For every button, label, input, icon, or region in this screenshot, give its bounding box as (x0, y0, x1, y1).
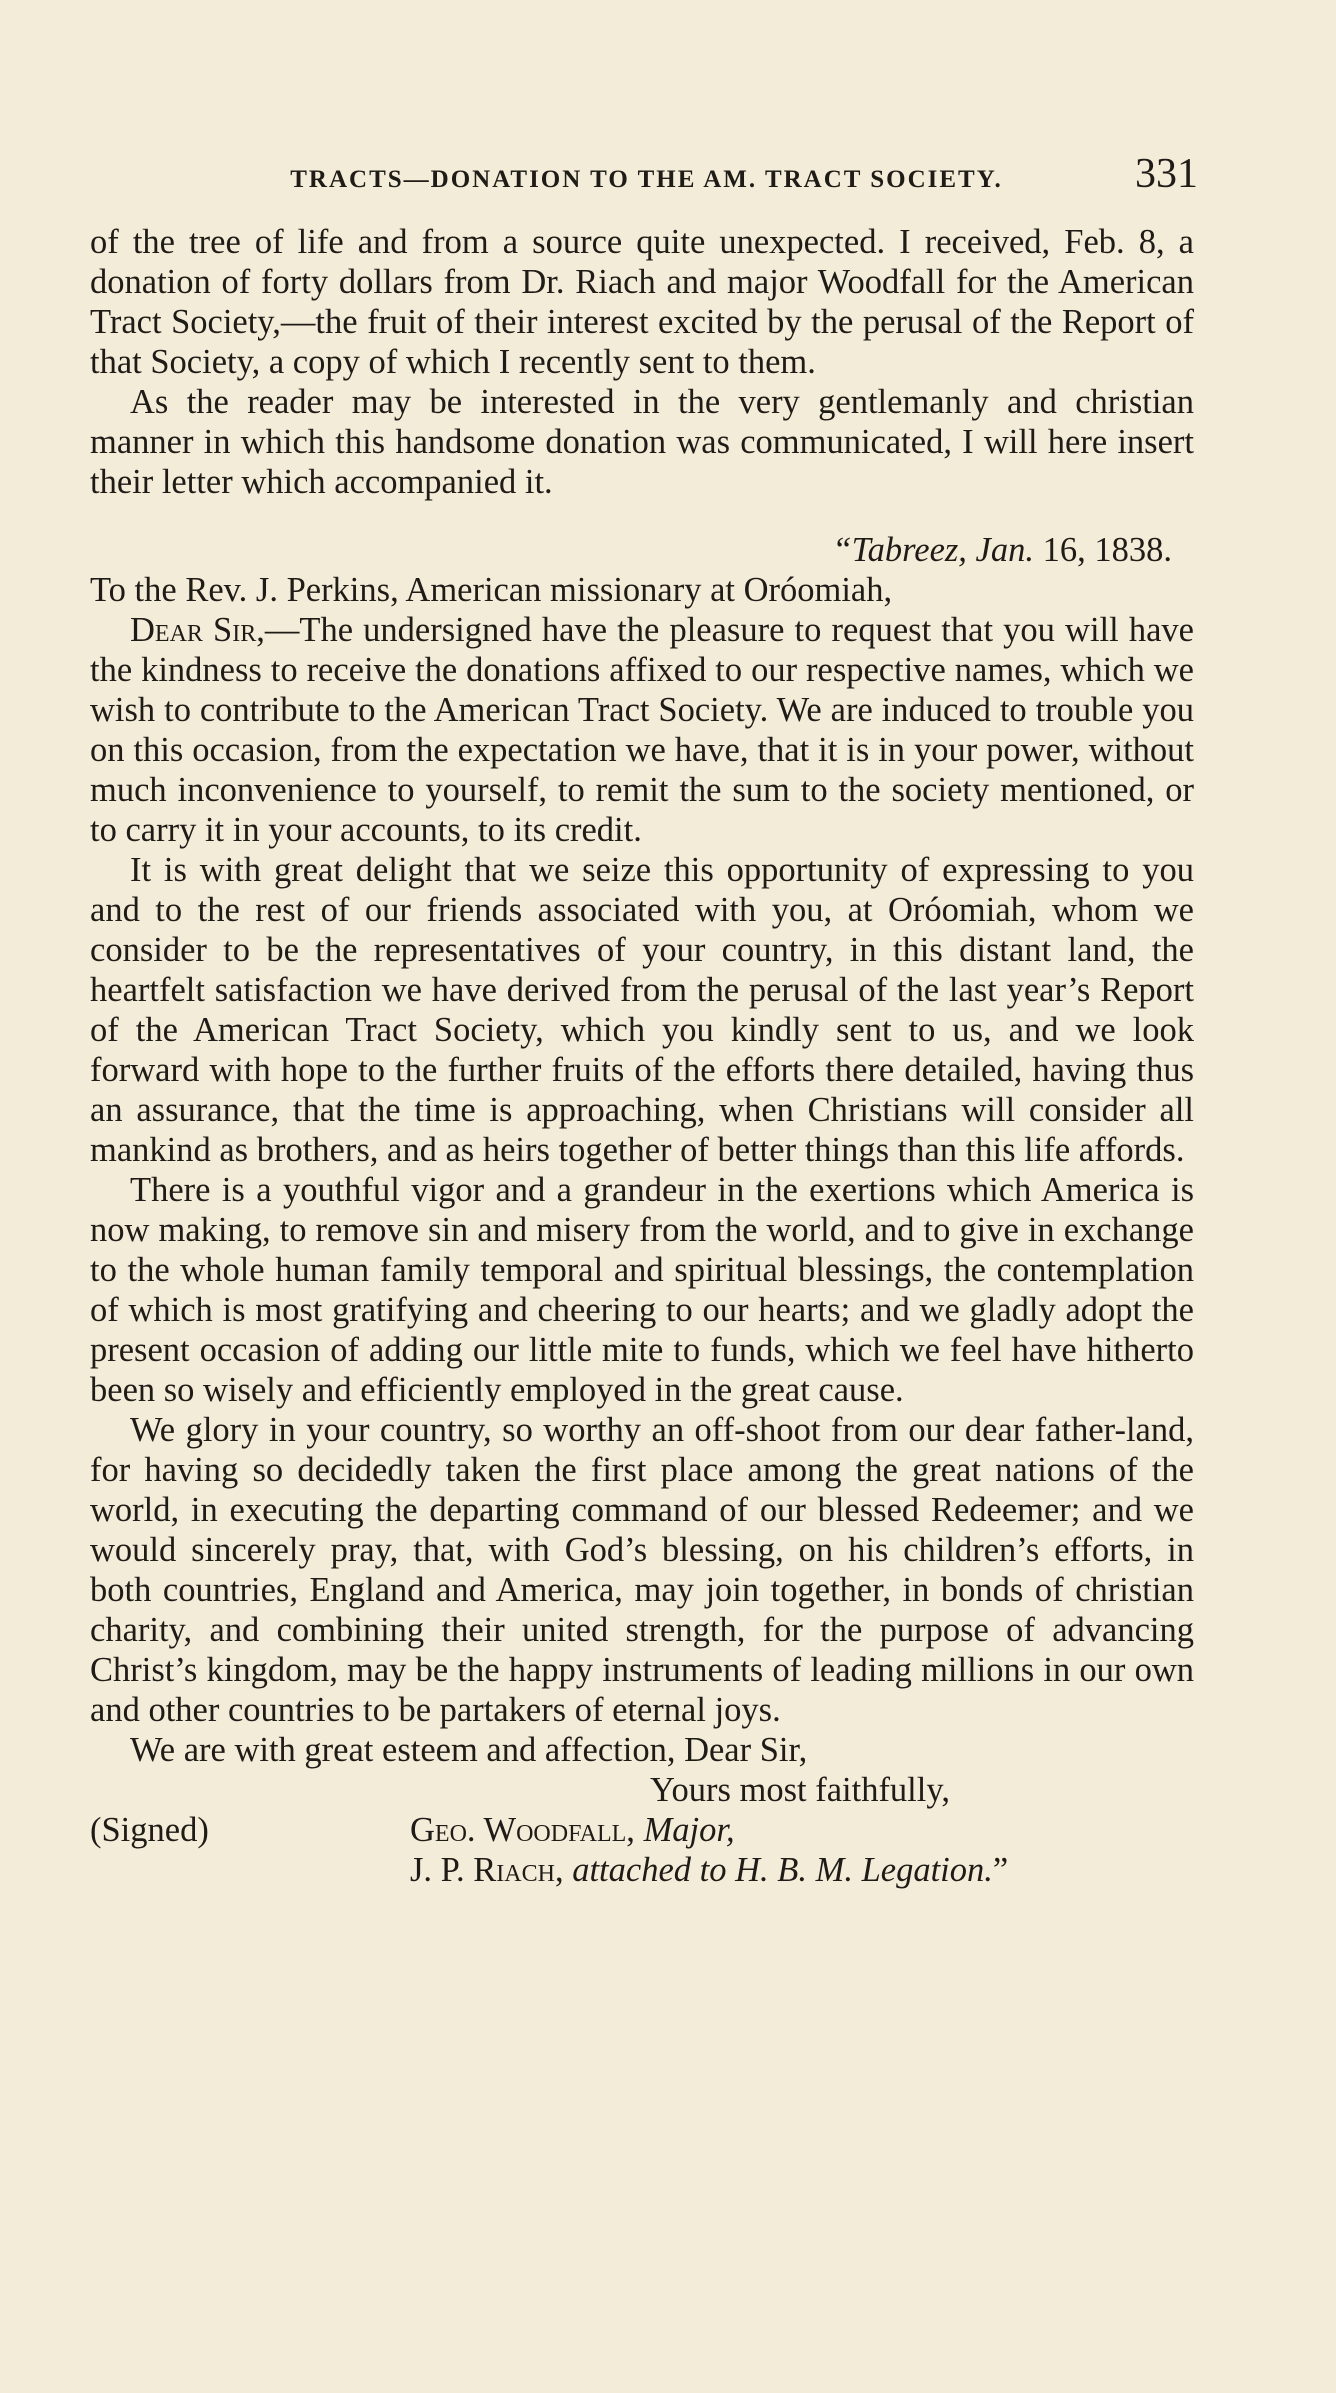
signature-riach (410, 1850, 1194, 1890)
letter-closing: We are with great esteem and affection, Dear Sir, (130, 1731, 808, 1769)
dateline-place: “Tabreez, Jan. (832, 531, 1034, 569)
letter-dateline (90, 530, 1194, 570)
signer-name-riach: J. P. Riach, (410, 1851, 564, 1889)
signature-block (90, 1810, 1194, 1890)
page-number: 331 (1135, 151, 1198, 197)
letter-paragraph-3: There is a youthful vigor and a grandeur in the exertions which America is now making, to remove sin and misery from the world, and to give in exchange to the whole human family temporal and spiritual blessings, the contemplation of which is most gratifying and cheering to our hearts; and we gladly adopt the present occasion of adding our little mite to funds, which we feel have hitherto been so wisely and efficiently employed in the great cause. (90, 1171, 1194, 1409)
signer-title-riach: attached to H. B. M. Legation. (572, 1851, 993, 1889)
signature-woodfall (410, 1810, 1194, 1850)
signed-label: (Signed) (90, 1811, 209, 1849)
page-text (90, 222, 1194, 1890)
paragraph-intro: As the reader may be interested in the very gentlemanly and christian manner in which this handsome donation was communicated, I will here insert their letter which accompanied it. (90, 383, 1194, 501)
page-header (176, 150, 1198, 200)
letter-paragraph-1-text: —The undersigned have the pleasure to request that you will have the kindness to receive the donations affixed to our respective names, which we wish to contribute to the American Tract Society. We are induced to trouble you on this occasion, from the expectation we have, that it is in your power, without much inconvenience to yourself, to remit the sum to the society mentioned, or to carry it in your accounts, to its credit. (90, 611, 1194, 849)
dateline-date: 16, 1838. (1042, 531, 1172, 569)
signer-title-woodfall: Major, (643, 1811, 735, 1849)
letter-paragraph-4: We glory in your country, so worthy an off-shoot from our dear father-land, for having so decidedly taken the first place among the great nations of the world, in executing the departing command of our blessed Redeemer; and we would sincerely pray, that, with God’s blessing, on his children’s efforts, in both countries, England and America, may join together, in bonds of christian charity, and combining their united strength, for the purpose of advancing Christ’s kingdom, may be the happy instruments of leading millions in our own and other countries to be partakers of eternal joys. (90, 1411, 1194, 1729)
signer-name-woodfall: Geo. Woodfall, (410, 1811, 635, 1849)
letter-paragraph-1 (90, 610, 1194, 850)
paragraph-continuation: of the tree of life and from a source quite unexpected. I received, Feb. 8, a donation of forty dollars from Dr. Riach and major Woodfall for the American Tract Society,—the fruit of their interest excited by the perusal of the Report of that Society, a copy of which I recently sent to them. (90, 223, 1194, 381)
letter-paragraph-2: It is with great delight that we seize this opportunity of expressing to you and to the rest of our friends associated with you, at Oróomiah, whom we consider to be the representatives of your country, in this distant land, the heartfelt satisfaction we have derived from the perusal of the last year’s Report of the American Tract Society, which you kindly sent to us, and we look forward with hope to the further fruits of the efforts there detailed, having thus an assurance, that the time is approaching, when Christians will consider all mankind as brothers, and as heirs together of better things than this life affords. (90, 851, 1194, 1169)
letter-salutation: Dear Sir, (130, 611, 265, 649)
letter-valediction: Yours most faithfully, (650, 1771, 950, 1809)
letter-address: To the Rev. J. Perkins, American missionary at Oróomiah, (90, 571, 893, 609)
running-title: TRACTS—DONATION TO THE AM. TRACT SOCIETY. (290, 166, 1003, 193)
signature-names (410, 1810, 1194, 1890)
closing-quote: ” (992, 1851, 1009, 1889)
